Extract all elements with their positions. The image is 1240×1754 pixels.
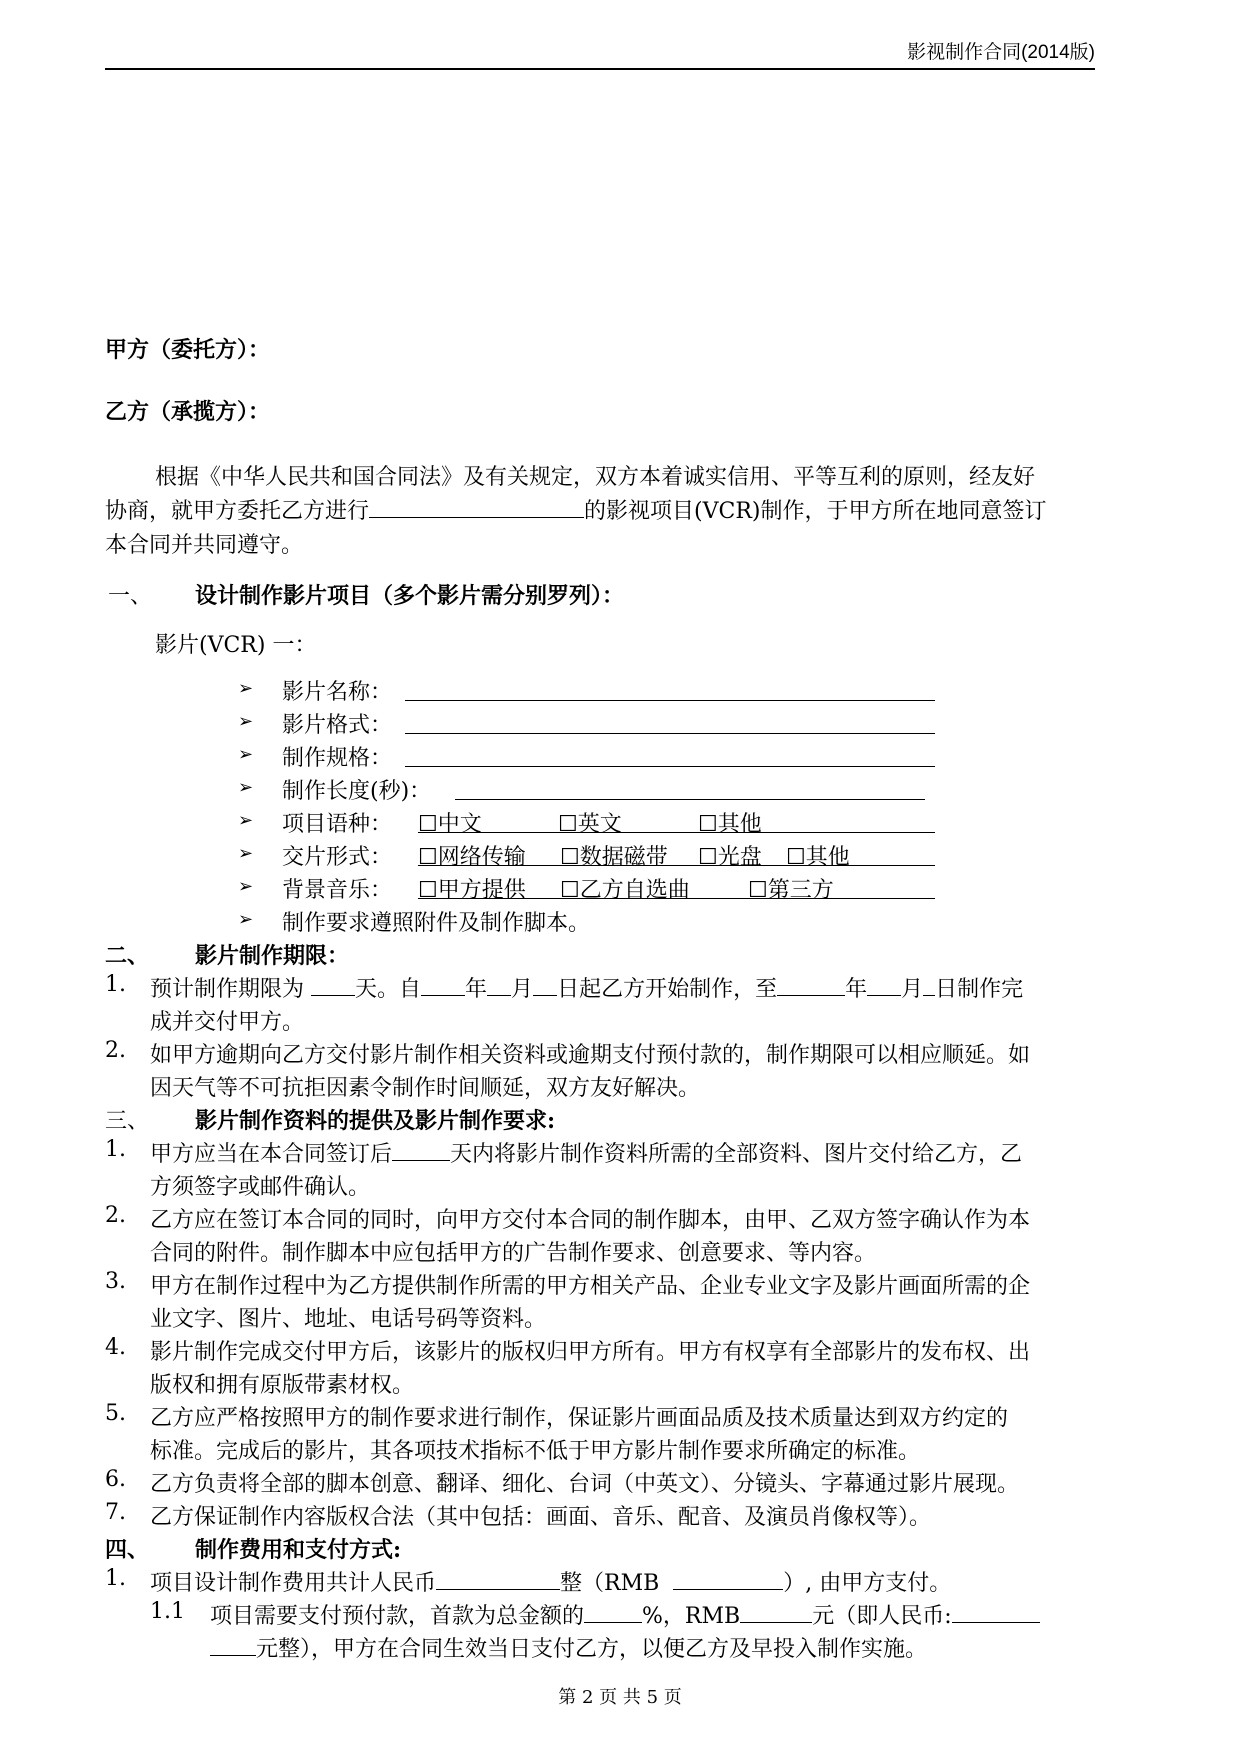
s3-item1-num: 1. (105, 1137, 126, 1162)
item-film-name: 影片名称： (282, 680, 393, 705)
s2-item1-line2: 成并交付甲方。 (150, 1010, 305, 1035)
s4-item1-num: 1. (105, 1566, 126, 1591)
s3-item4-num: 4. (105, 1335, 126, 1360)
music-option-party-a[interactable]: ☐甲方提供 (418, 878, 526, 903)
start-month-blank[interactable] (487, 972, 511, 996)
deposit-rmb-blank[interactable] (740, 1599, 812, 1623)
delivery-option-network[interactable]: ☐网络传输 (418, 845, 526, 870)
intro-line-3: 本合同并共同遵守。 (105, 533, 304, 558)
delivery-days-blank[interactable] (392, 1137, 450, 1161)
intro-line-2 (105, 494, 1046, 525)
item-film-format: 影片格式： (282, 713, 393, 738)
s3-item7-num: 7. (105, 1500, 126, 1525)
s3-item4-line2: 版权和拥有原版带素材权。 (150, 1373, 415, 1398)
s3-item5-line2: 标准。完成后的影片，其各项技术指标不低于甲方影片制作要求所确定的标准。 (150, 1439, 921, 1464)
fee-rmb-figure-blank[interactable] (673, 1566, 783, 1590)
section1-title: 设计制作影片项目（多个影片需分别罗列）： (195, 583, 625, 609)
item-language: 项目语种： (282, 812, 393, 837)
s4-item1-line1: 项目设计制作费用共计人民币 整（RMB ）, 由甲方支付。 (150, 1566, 951, 1597)
header-title: 影视制作合同(2014版) (907, 42, 1095, 63)
deposit-words-blank-2[interactable] (210, 1632, 256, 1656)
lang-option-chinese[interactable]: ☐中文 (418, 812, 482, 837)
intro-line-2-post: 的影视项目(VCR)制作，于甲方所在地同意签订 (584, 499, 1047, 525)
end-month-blank[interactable] (867, 972, 901, 996)
bullet-icon: ➢ (238, 909, 254, 930)
page-footer (0, 1683, 1240, 1709)
s2-item1-num: 1. (105, 972, 126, 997)
s3-item6-line1: 乙方负责将全部的脚本创意、翻译、细化、台词（中英文）、分镜头、字幕通过影片展现。 (150, 1472, 1020, 1497)
film-name-blank[interactable] (405, 676, 935, 701)
start-day-blank[interactable] (533, 972, 557, 996)
s3-item3-line1: 甲方在制作过程中为乙方提供制作所需的甲方相关产品、企业专业文字及影片画面所需的企 (150, 1274, 1031, 1299)
s3-item3-line2: 业文字、图片、地址、电话号码等资料。 (150, 1307, 547, 1332)
lang-option-other[interactable]: ☐其他 (698, 812, 762, 837)
page-header (105, 40, 1095, 70)
s3-item1-line1: 甲方应当在本合同签订后 天内将影片制作资料所需的全部资料、图片交付给乙方，乙 (150, 1137, 1022, 1168)
section1-num: 一、 (108, 584, 153, 609)
s4-sub-num: 1.1 (150, 1599, 185, 1624)
section4-num: 四、 (105, 1537, 150, 1563)
delivery-option-tape[interactable]: ☐数据磁带 (560, 845, 668, 870)
item-delivery: 交片形式： (282, 845, 393, 870)
end-year-blank[interactable] (777, 972, 845, 996)
delivery-option-disc[interactable]: ☐光盘 (698, 845, 762, 870)
bullet-icon: ➢ (238, 810, 254, 831)
bullet-icon: ➢ (238, 843, 254, 864)
s4-sub-line1: 项目需要支付预付款，首款为总金额的 %，RMB 元（即人民币: (210, 1599, 1040, 1630)
days-blank[interactable] (311, 972, 355, 996)
project-name-blank[interactable] (369, 494, 584, 518)
spec-blank[interactable] (405, 742, 935, 767)
language-underline (418, 808, 935, 833)
s2-item1-line1: 预计制作期限为 天。自 年 月 日起乙方开始制作，至 年 月 日制作完 (150, 972, 1023, 1003)
bullet-icon: ➢ (238, 777, 254, 798)
page-number: 第 2 页 共 5 页 (558, 1687, 682, 1708)
delivery-option-other[interactable]: ☐其他 (786, 845, 850, 870)
s3-item5-num: 5. (105, 1401, 126, 1426)
item-requirement: 制作要求遵照附件及制作脚本。 (282, 911, 591, 936)
section4-title: 制作费用和支付方式: (195, 1537, 402, 1563)
s3-item1-line2: 方须签字或邮件确认。 (150, 1175, 371, 1200)
bullet-icon: ➢ (238, 678, 254, 699)
music-option-party-b[interactable]: ☐乙方自选曲 (560, 878, 690, 903)
section2-num: 二、 (105, 943, 150, 969)
deposit-percent-blank[interactable] (584, 1599, 642, 1623)
s3-item2-line1: 乙方应在签订本合同的同时，向甲方交付本合同的制作脚本，由甲、乙双方签字确认作为本 (150, 1208, 1031, 1233)
s3-item3-num: 3. (105, 1269, 126, 1294)
film-format-blank[interactable] (405, 709, 935, 734)
party-a-label: 甲方（委托方）： (105, 337, 271, 363)
section2-title: 影片制作期限： (195, 943, 350, 969)
fee-rmb-words-blank[interactable] (436, 1566, 560, 1590)
bullet-icon: ➢ (238, 876, 254, 897)
lang-option-english[interactable]: ☐英文 (558, 812, 622, 837)
intro-line-1: 根据《中华人民共和国合同法》及有关规定，双方本着诚实信用、平等互利的原则，经友好 (155, 465, 1036, 490)
length-blank[interactable] (455, 775, 925, 800)
s3-item2-line2: 合同的附件。制作脚本中应包括甲方的广告制作要求、创意要求、等内容。 (150, 1241, 877, 1266)
bullet-icon: ➢ (238, 744, 254, 765)
section3-title: 影片制作资料的提供及影片制作要求: (195, 1108, 556, 1134)
music-option-third-party[interactable]: ☐第三方 (748, 878, 834, 903)
bullet-icon: ➢ (238, 711, 254, 732)
end-day-blank[interactable] (923, 972, 935, 996)
item-spec: 制作规格： (282, 746, 393, 771)
s2-item2-line2: 因天气等不可抗拒因素令制作时间顺延，双方友好解决。 (150, 1076, 701, 1101)
start-year-blank[interactable] (421, 972, 465, 996)
deposit-words-blank-1[interactable] (952, 1599, 1040, 1623)
party-b-label: 乙方（承揽方）： (105, 399, 271, 425)
s4-sub-line2: 元整），甲方在合同生效当日支付乙方，以便乙方及早投入制作实施。 (210, 1632, 927, 1663)
s3-item5-line1: 乙方应严格按照甲方的制作要求进行制作，保证影片画面品质及技术质量达到双方约定的 (150, 1406, 1009, 1431)
item-length: 制作长度(秒)： (282, 779, 432, 804)
s2-item2-num: 2. (105, 1038, 126, 1063)
s3-item2-num: 2. (105, 1203, 126, 1228)
s2-item2-line1: 如甲方逾期向乙方交付影片制作相关资料或逾期支付预付款的，制作期限可以相应顺延。如 (150, 1043, 1031, 1068)
item-music: 背景音乐： (282, 878, 393, 903)
s3-item6-num: 6. (105, 1467, 126, 1492)
film-label: 影片(VCR) 一： (155, 633, 317, 658)
intro-line-2-pre: 协商，就甲方委托乙方进行 (105, 499, 370, 525)
section3-num: 三、 (105, 1109, 150, 1134)
s3-item4-line1: 影片制作完成交付甲方后，该影片的版权归甲方所有。甲方有权享有全部影片的发布权、出 (150, 1340, 1031, 1365)
s3-item7-line1: 乙方保证制作内容版权合法（其中包括：画面、音乐、配音、及演员肖像权等）。 (150, 1505, 932, 1530)
